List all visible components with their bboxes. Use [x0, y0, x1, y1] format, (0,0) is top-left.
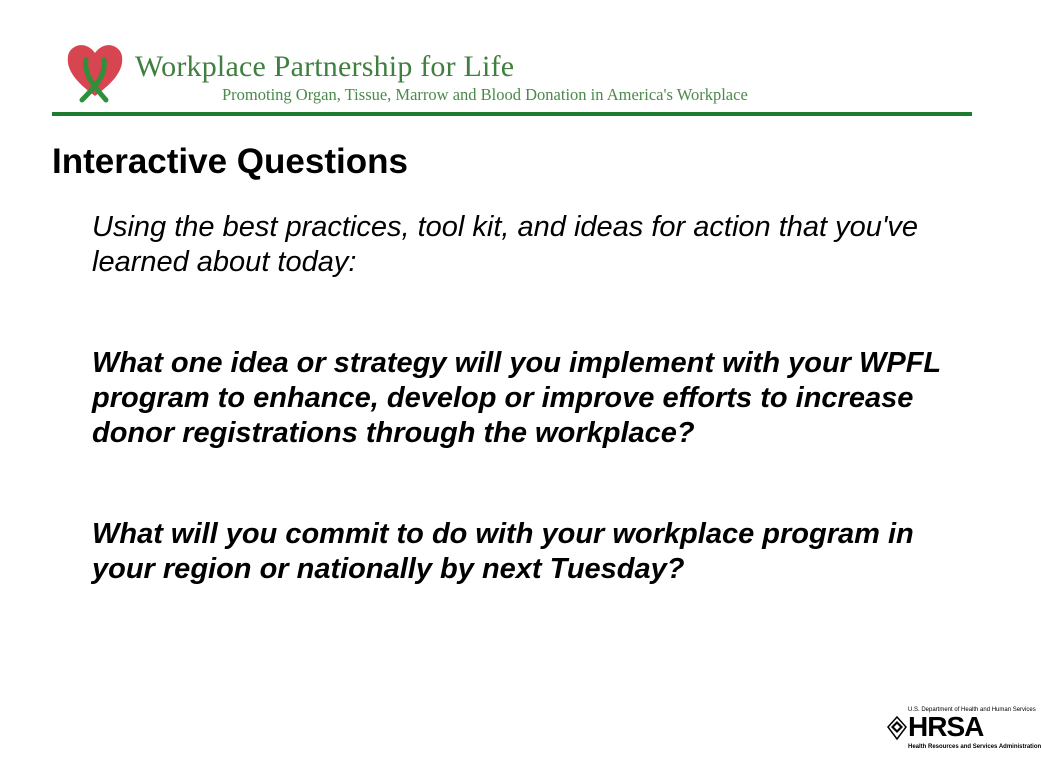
brand-tagline: Promoting Organ, Tissue, Marrow and Blood Donation in America's Workplace	[222, 85, 748, 104]
hrsa-department-text: U.S. Department of Health and Human Services	[908, 707, 1036, 713]
hrsa-full-name: Health Resources and Services Administration	[908, 744, 1041, 750]
header-divider	[52, 112, 972, 116]
slide-title: Interactive Questions	[52, 142, 408, 181]
slide-header	[0, 0, 1024, 120]
hrsa-logo	[886, 707, 1041, 757]
hrsa-abbreviation: HRSA	[908, 711, 984, 742]
brand-title: Workplace Partnership for Life	[135, 50, 515, 83]
slide-body	[92, 210, 977, 587]
heart-ribbon-icon	[62, 38, 128, 104]
question-2: What will you commit to do with your workplace program in your region or nationally by next Tuesday?	[92, 518, 914, 585]
intro-text: Using the best practices, tool kit, and ideas for action that you've learned about today:	[92, 211, 919, 278]
question-1: What one idea or strategy will you implement with your WPFL program to enhance, develop or improve efforts to increase donor registrations through the workplace?	[92, 347, 941, 449]
hhs-eagle-icon	[886, 715, 908, 741]
